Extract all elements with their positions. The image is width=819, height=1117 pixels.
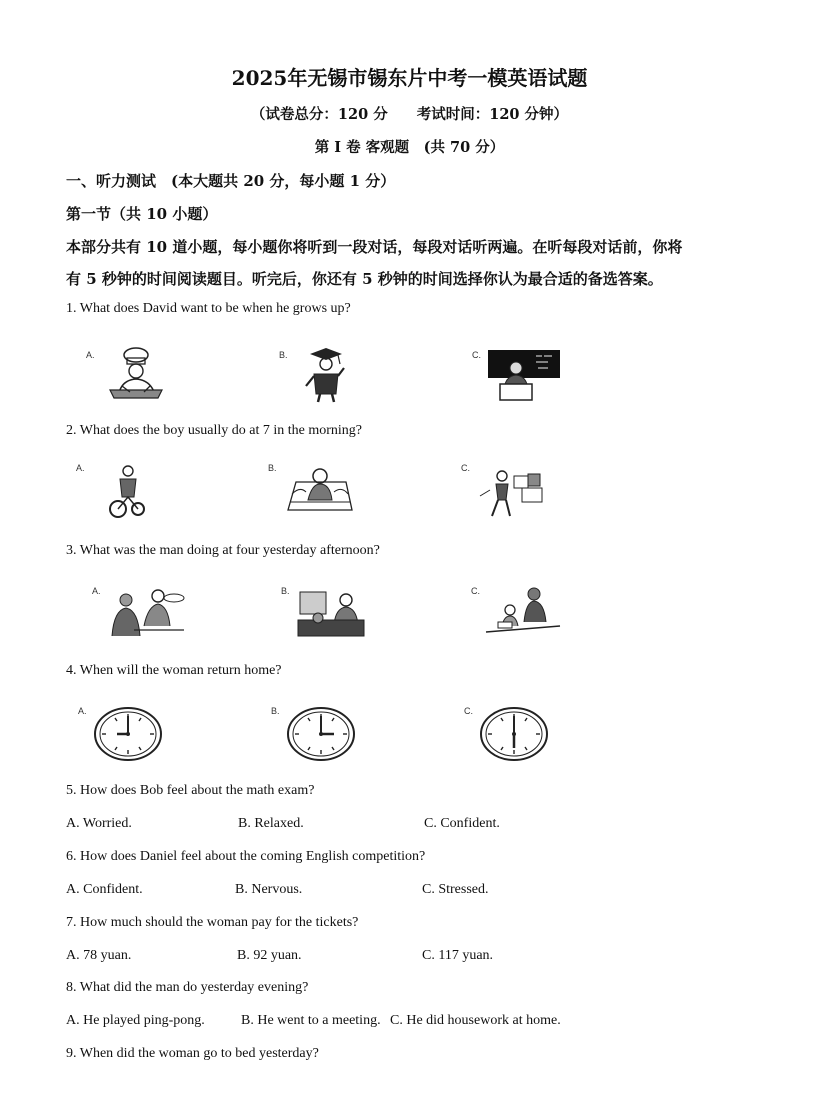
question-4: 4. When will the woman return home?	[66, 663, 282, 678]
option-b[interactable]: B. 92 yuan.	[237, 948, 302, 963]
option-a[interactable]: A. Confident.	[66, 882, 143, 897]
exam-title: 2025年无锡市锡东片中考一模英语试题	[231, 66, 588, 90]
chef-image	[100, 346, 170, 401]
question-1: 1. What does David want to be when he grows up?	[66, 301, 351, 316]
getting-up-image	[286, 466, 354, 514]
instructions-line-1: 本部分共有 10 道小题，每小题你将听到一段对话，每段对话听两遍。在听每段对话前，你将	[66, 238, 683, 256]
clock-image	[286, 706, 356, 762]
exam-info: （试卷总分：120 分 考试时间：120 分钟）	[250, 106, 569, 123]
part-heading: 第 I 卷 客观题 (共 70 分）	[314, 139, 505, 156]
question-7: 7. How much should the woman pay for the tickets?	[66, 915, 359, 930]
option-c[interactable]: C. Confident.	[424, 816, 500, 831]
option-label-b: B.	[268, 463, 277, 473]
option-label-b: B.	[279, 350, 288, 360]
option-c[interactable]: C. 117 yuan.	[422, 948, 494, 963]
talking-image	[104, 586, 186, 638]
clock-image	[93, 706, 163, 762]
teacher-image	[486, 348, 562, 402]
moving-boxes-image	[478, 466, 552, 518]
option-a[interactable]: A. He played ping-pong.	[66, 1013, 205, 1028]
option-a[interactable]: A. Worried.	[66, 816, 132, 831]
studying-image	[484, 586, 562, 638]
question-5: 5. How does Bob feel about the math exam?	[66, 783, 315, 798]
clock-image	[479, 706, 549, 762]
option-b[interactable]: B. Nervous.	[235, 882, 303, 897]
option-label-c: C.	[461, 463, 470, 473]
option-label-a: A.	[92, 586, 101, 596]
option-label-b: B.	[271, 706, 280, 716]
option-label-c: C.	[472, 350, 481, 360]
option-b[interactable]: B. He went to a meeting.	[241, 1013, 381, 1028]
question-2: 2. What does the boy usually do at 7 in the morning?	[66, 423, 363, 438]
question-8: 8. What did the man do yesterday evening?	[66, 980, 309, 995]
option-a[interactable]: A. 78 yuan.	[66, 948, 132, 963]
option-label-a: A.	[76, 463, 85, 473]
cycling-image	[106, 463, 148, 519]
instructions-line-2: 有 5 秒钟的时间阅读题目。听完后，你还有 5 秒钟的时间选择你认为最合适的备选答案。	[66, 270, 663, 288]
option-c[interactable]: C. He did housework at home.	[390, 1013, 561, 1028]
option-label-a: A.	[78, 706, 87, 716]
question-3: 3. What was the man doing at four yesterday afternoon?	[66, 543, 380, 558]
question-9: 9. When did the woman go to bed yesterday?	[66, 1046, 319, 1061]
option-c[interactable]: C. Stressed.	[422, 882, 489, 897]
office-image	[296, 588, 366, 638]
question-6: 6. How does Daniel feel about the coming English competition?	[66, 849, 426, 864]
option-label-a: A.	[86, 350, 95, 360]
section-heading: 一、听力测试 (本大题共 20 分，每小题 1 分）	[66, 172, 396, 190]
graduate-image	[300, 346, 345, 402]
option-label-c: C.	[464, 706, 473, 716]
option-label-b: B.	[281, 586, 290, 596]
option-label-c: C.	[471, 586, 480, 596]
subsection-heading: 第一节（共 10 小题）	[66, 205, 218, 223]
option-b[interactable]: B. Relaxed.	[238, 816, 304, 831]
